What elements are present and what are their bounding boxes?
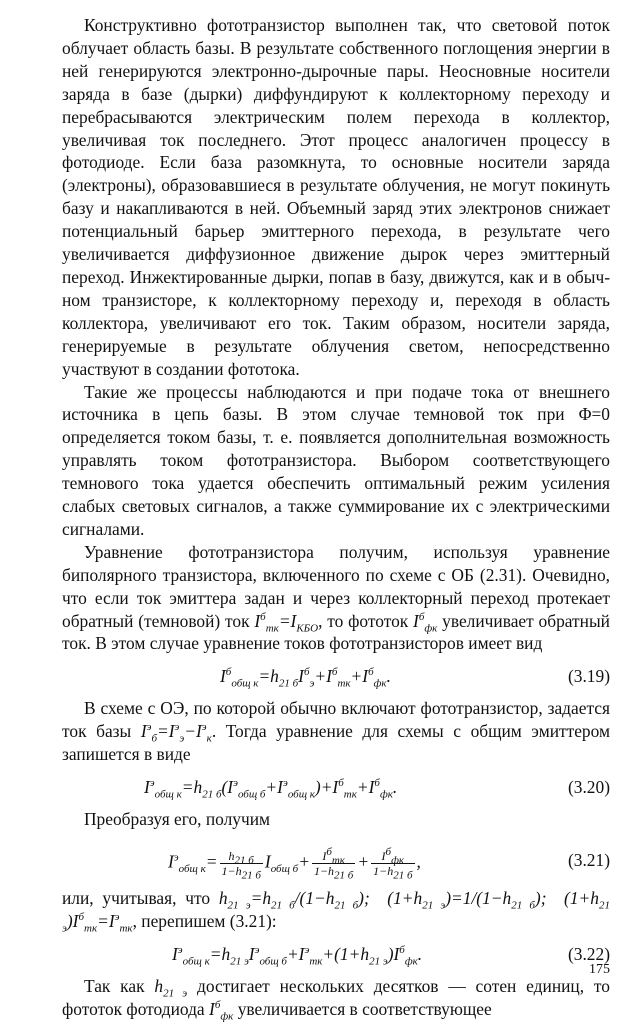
inline-formula-base-current: $I^э_б=I^э_э-I^э_к$	[140, 721, 212, 745]
inline-formula-dark-current: $I^б_{тк}=I_{КБО}$	[254, 610, 319, 635]
equation-3-22-body: $I^э_{общ к}=h_{21 э}I^э_{общ б}+I^э_{тк}+(1+h_{21 э})I^б_{фк}$.	[172, 943, 423, 968]
paragraph-3-text-b: , то фототок	[318, 610, 409, 631]
equation-number: (3.20)	[567, 777, 610, 798]
equation-3-20	[62, 770, 610, 806]
paragraph-4	[62, 697, 610, 766]
inline-formula-h-relation: $h_{21 э}=h_{21 б}/(1-h_{21 б})$; $(1+h_{21 э})=1/(1-h_{21 б})$; $(1+h_{21 э})I^б_{тк}=I^э_{тк}$	[62, 888, 610, 935]
equation-number: (3.19)	[567, 666, 610, 687]
inline-formula-photocurrent: $I^б_{фк}$	[413, 610, 438, 635]
paragraph-7-text-c: увеличивается в соответствующее	[237, 998, 492, 1019]
equation-3-20-body: $I^э_{общ к}=h_{21 б}(I^э_{общ б}+I^э_{общ к})+I^б_{тк}+I^б_{фк}$.	[144, 777, 398, 801]
paragraph-2: Такие же процессы наблюдаются и при подаче тока от внешнего источника в цепь базы. В этом случае темновой ток при Φ=0 определяется током базы, т. е. появляется дополнительная возможность управлять током фототранзистора. Выбором соответствующего темнового тока удается обеспечить оптимальный режим усиления слабых световых сигналов, а также суммирование их с электрическими сигналами.	[62, 381, 610, 539]
equation-3-19-body: $I^б_{общ к}=h_{21 б}I^б_э+I^б_{тк}+I^б_{фк}$.	[220, 666, 391, 690]
paragraph-6	[62, 887, 610, 933]
equation-3-22	[62, 937, 610, 973]
inline-formula-photodiode-current: $I^б_{фк}$	[209, 998, 234, 1022]
paragraph-3	[62, 541, 610, 656]
equation-number: (3.22)	[567, 943, 610, 964]
paragraph-6-text-a: или, учитывая, что	[62, 888, 211, 908]
paragraph-3-text-a: Уравнение фототранзистора получим, используя уравнение биполярного транзистора, включенного по схеме с ОБ (2.31). Очевидно, что если ток эмиттера задан и через коллекторный переход протекает обратный (темновой) ток	[62, 541, 610, 631]
fraction: $\frac{I^б_{фк}}{1-h_{21 б}}$	[373, 846, 413, 882]
inline-formula-h21e: $h_{21 э}$	[154, 975, 188, 1000]
page-number: 175	[589, 962, 610, 977]
paragraph-4-text-b: . Тогда уравнение для схемы с общим эмиттером запишется в виде	[62, 721, 610, 765]
paragraph-6-text-b: , перепишем (3.21):	[132, 910, 277, 931]
paragraph-3-text-c: увеличивает обратный ток. В этом случае уравнение токов фототранзисторов имеет вид	[62, 610, 610, 654]
equation-number: (3.21)	[567, 850, 610, 870]
paragraph-4-text-a: В схеме с ОЭ, по которой обычно включают фототранзистор, задается ток базы	[62, 698, 610, 742]
fraction: $\frac{h_{21 б}}{1-h_{21 б}}$	[221, 849, 261, 882]
fraction: $\frac{I^б_{тк}}{1-h_{21 б}}$	[313, 846, 354, 882]
equation-3-19	[62, 659, 610, 695]
paragraph-1: Конструктивно фототранзистор выполнен так, что световой поток облучает область базы. В результате собственного поглощения энергии в ней генерируются электронно-дырочные пары. Неосновные носители заряда в базе (дырки) диффундируют к коллекторному переходу и перебрасываются электрическим полем перехода в коллектор, увеличивая ток последнего. Этот процесс аналогичен процессу в фотодиоде. Если база разомкнута, то основные носители заряда (электроны), образовавшиеся в результате облучения, не могут покинуть базу и накапливаются в ней. Объемный заряд этих электронов снижает потенциальный барьер эмиттерного перехода, в результате чего увеличивается диффузионное движение дырок через эмиттерный переход. Инжектированные дырки, попав в базу, движутся, как и в обычном транзисторе, к коллекторному переходу и, переходя в область коллектора, увеличивают его ток. Таким образом, носители заряда, генерируемые в результате облучения светом, непосредственно участвуют в создании фототока.	[62, 15, 610, 379]
equation-3-21	[62, 835, 610, 885]
paragraph-7	[62, 975, 610, 1021]
body-text	[62, 14, 610, 1021]
paragraph-5: Преобразуя его, получим	[84, 809, 271, 830]
paragraph-7-text-a: Так как	[84, 975, 145, 996]
equation-3-21-body: $I^э_{общ к}=$ $\frac{h_{21 б}}{1-h_{21 б}}$ $I_{общ б}+$ $\frac{I^б_{тк}}{1-h_{21 б}}$ + $\frac{I^б_{фк}}{1-h_{21 б}}$ ,	[168, 846, 421, 882]
paragraph-7-text-b: достигает нескольких десятков — сотен единиц, то фототок фотодиода	[62, 975, 610, 1019]
